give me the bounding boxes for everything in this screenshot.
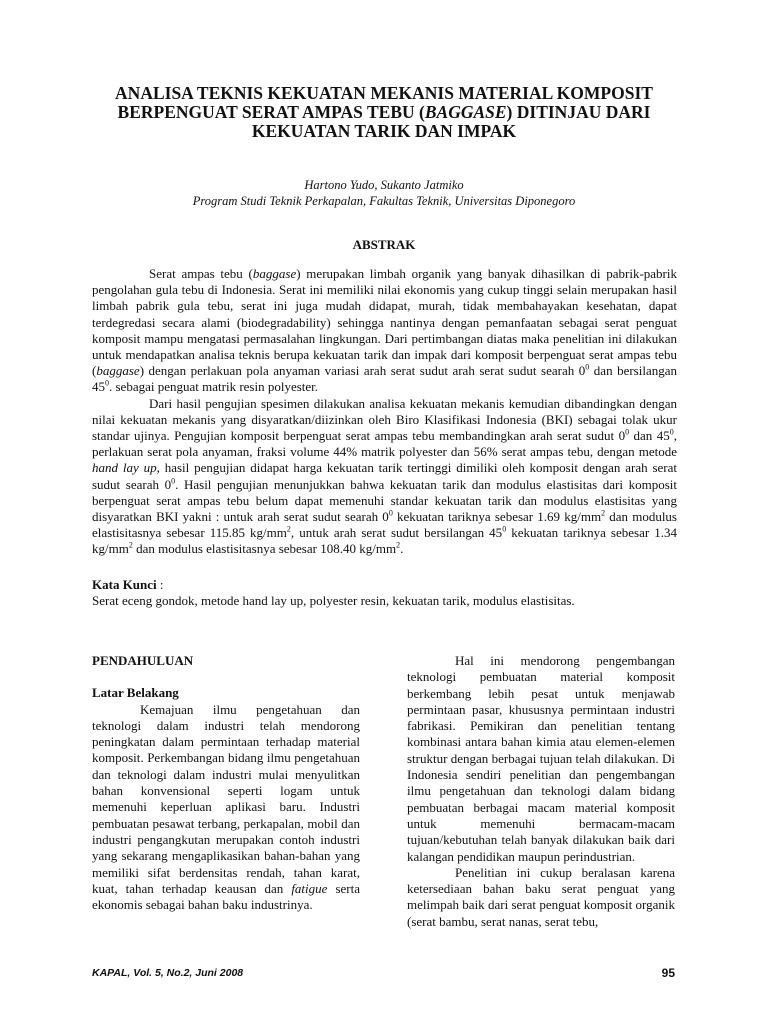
- abstract-heading: ABSTRAK: [352, 237, 416, 252]
- paper-title: [60, 84, 708, 141]
- authors: Hartono Yudo, Sukanto Jatmiko: [304, 178, 464, 192]
- abstract-paragraph-1: Serat ampas tebu (baggase) merupakan limbah organik yang banyak dihasilkan di pabrik-pabrik pengolahan gula tebu di Indonesia. Serat ini memiliki nilai ekonomis yang cukup tinggi selain merupakan hasil limbah pabrik gula tebu, serat ini juga mudah didapat, murah, tidak membahayakan kesehatan, dapat terdegredasi secara alami (biodegradability) sehingga nantinya dengan pemanfaatan sebagai serat penguat komposit mampu mengatasi permasalahan lingkungan. Dari pertimbangan diatas maka penelitian ini dilakukan untuk mendapatkan analisa teknis berupa kekuatan tarik dan impak dari komposit berpenguat serat ampas tebu (baggase) dengan perlakuan pola anyaman variasi arah serat sudut arah serat sudut searah $0^0$ dan bersilangan $45^0$. sebagai penguat matrik resin polyester.: [92, 266, 677, 395]
- keywords-label: Kata Kunci: [92, 577, 157, 592]
- abstract-paragraph-2: Dari hasil pengujian spesimen dilakukan analisa kekuatan mekanis kemudian dibandingkan dengan nilai kekuatan mekanis yang disyaratkan/diizinkan oleh Biro Klasifikasi Indonesia (BKI) sebagai tolak ukur standar ujinya. Pengujian komposit berpenguat serat ampas tebu membandingkan arah serat sudut $0^0$ dan $45^0$, perlakuan serat pola anyaman, fraksi volume 44% matrik polyester dan 56% serat ampas tebu, dengan metode hand lay up, hasil pengujian didapat harga kekuatan tarik tertinggi dimiliki oleh komposit dengan arah serat sudut searah $0^0$. Hasil pengujian menunjukkan bahwa kekuatan tarik dan modulus elastisitas dari komposit berpenguat serat ampas tebu belum dapat memenuhi standar kekuatan tarik dan modulus elastisitas yang disyaratkan BKI yakni : untuk arah serat sudut searah $0^0$ kekuatan tariknya sebesar 1.69 $kg/mm^2$ dan modulus elastisitasnya sebesar 115.85 $kg/mm^2$, untuk arah serat sudut bersilangan $45^0$ kekuatan tariknya sebesar 1.34 $kg/mm^2$ dan modulus elastisitasnya sebesar 108.40 $kg/mm^2$.: [92, 395, 677, 557]
- title-line-1: ANALISA TEKNIS KEKUATAN MEKANIS MATERIAL KOMPOSIT: [115, 83, 653, 103]
- title-line-3: KEKUATAN TARIK DAN IMPAK: [251, 121, 517, 141]
- title-emphasis: BAGGASE: [424, 102, 507, 122]
- keywords-text: Serat eceng gondok, metode hand lay up, polyester resin, kekuatan tarik, modulus elastisitas.: [92, 593, 575, 608]
- journal-footer: KAPAL, Vol. 5, No.2, Juni 2008: [92, 967, 244, 979]
- subsection-heading: Latar Belakang: [92, 685, 179, 701]
- title-line-2: BERPENGUAT SERAT AMPAS TEBU (BAGGASE) DITINJAU DARI: [117, 102, 651, 122]
- body-paragraph: Hal ini mendorong pengembangan teknologi pembuatan material komposit berkembang lebih pesat untuk menjawab permintaan pasar, khususnya permintaan industri fabrikasi. Pemikiran dan penelitian tentang kombinasi antara bahan kimia atau elemen-elemen struktur dengan berbagai tujuan telah dilakukan. Di Indonesia sendiri penelitian dan pengembangan ilmu pengetahuan dan teknologi dalam bidang pembuatan berbagai macam material komposit untuk memenuhi bermacam-macam tujuan/kebutuhan telah banyak dilakukan baik dari kalangan pendidikan maupun perindustrian.: [407, 653, 675, 864]
- body-column-right: [407, 653, 675, 930]
- section-heading: PENDAHULUAN: [92, 653, 194, 668]
- abstract-body: [92, 266, 677, 558]
- body-column-left: [92, 653, 360, 913]
- keywords-separator: :: [156, 577, 164, 592]
- page-number: 95: [661, 966, 675, 980]
- keywords-block: [92, 577, 677, 609]
- body-paragraph: Kemajuan ilmu pengetahuan dan teknologi dalam industri telah mendorong peningkatan dalam permintaan terhadap material komposit. Perkembangan bidang ilmu pengetahuan dan teknologi dalam industri mulai menyulitkan bahan konvensional seperti logam untuk memenuhi keperluan aplikasi baru. Industri pembuatan pesawat terbang, perkapalan, mobil dan industri pengangkutan merupakan contoh industri yang sekarang mengaplikasikan bahan-bahan yang memiliki sifat berdensitas rendah, tahan karat, kuat, tahan terhadap keausan dan fatigue serta ekonomis sebagai bahan baku industrinya.: [92, 701, 360, 913]
- body-paragraph: Penelitian ini cukup beralasan karena ketersediaan bahan baku serat penguat yang melimpah baik dari serat penguat komposit organik (serat bambu, serat nanas, serat tebu,: [407, 864, 675, 929]
- affiliation: Program Studi Teknik Perkapalan, Fakultas Teknik, Universitas Diponegoro: [192, 194, 576, 208]
